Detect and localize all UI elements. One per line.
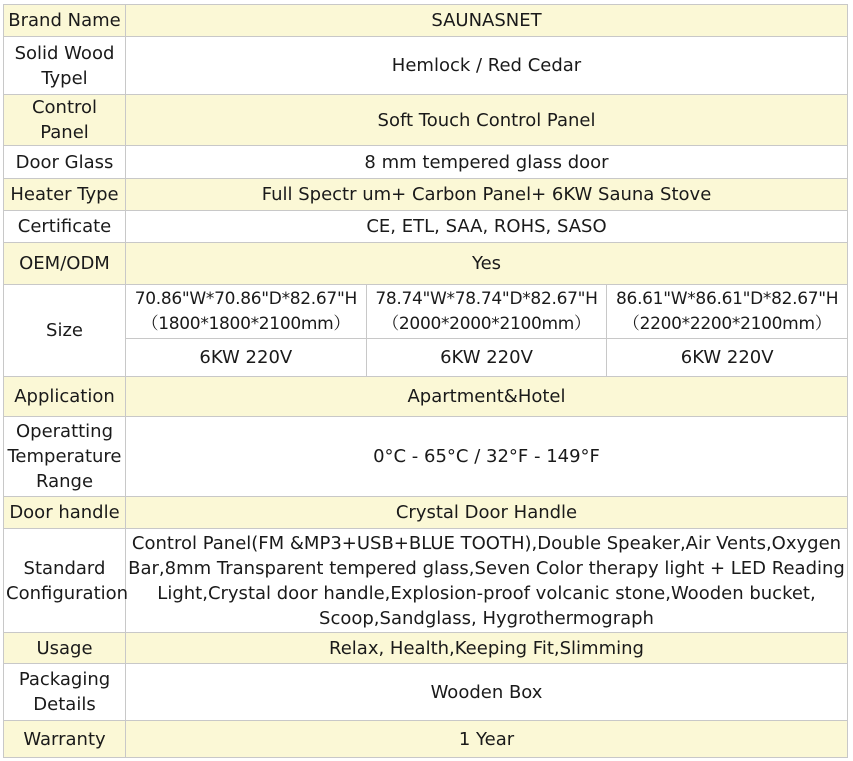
- table-row: [4, 721, 848, 758]
- size-imperial: 70.86"W*70.86"D*82.67"H: [134, 288, 357, 309]
- size-metric: （2200*2200*2100mm）: [622, 313, 832, 334]
- table-row: [4, 95, 848, 146]
- row-value: 8 mm tempered glass door: [126, 146, 848, 179]
- size-option-3: [607, 285, 848, 339]
- row-value: Apartment&Hotel: [126, 377, 848, 417]
- row-label: Operatting Temperature Range: [4, 417, 126, 497]
- row-value: Yes: [126, 243, 848, 285]
- size-power: 6KW 220V: [126, 339, 367, 377]
- row-value: 1 Year: [126, 721, 848, 758]
- table-row: [4, 5, 848, 37]
- row-label: Heater Type: [4, 179, 126, 211]
- table-row: [4, 664, 848, 721]
- table-row: [4, 377, 848, 417]
- row-label: Size: [4, 285, 126, 377]
- table-row: [4, 285, 848, 339]
- table-row: [4, 339, 848, 377]
- table-row: [4, 417, 848, 497]
- row-label: Standard Configuration: [4, 529, 126, 633]
- row-value: Control Panel(FM &MP3+USB+BLUE TOOTH),Double Speaker,Air Vents,Oxygen Bar,8mm Transparent tempered glass,Seven Color therapy light + LED Reading Light,Crystal door handle,Explosion-proof volcanic stone,Wooden bucket, Scoop,Sandglass, Hygrothermograph: [126, 529, 848, 633]
- row-value: Relax, Health,Keeping Fit,Slimming: [126, 633, 848, 664]
- size-metric: （2000*2000*2100mm）: [382, 313, 591, 334]
- size-option-2: [366, 285, 607, 339]
- row-label: Certificate: [4, 211, 126, 243]
- row-value: Full Spectr um+ Carbon Panel+ 6KW Sauna Stove: [126, 179, 848, 211]
- table-row: [4, 179, 848, 211]
- row-value: Wooden Box: [126, 664, 848, 721]
- spec-table: [3, 4, 848, 758]
- table-row: [4, 529, 848, 633]
- row-value: Crystal Door Handle: [126, 497, 848, 529]
- table-row: [4, 37, 848, 95]
- row-label: Door handle: [4, 497, 126, 529]
- table-row: [4, 243, 848, 285]
- size-imperial: 86.61"W*86.61"D*82.67"H: [616, 288, 839, 309]
- row-value: CE, ETL, SAA, ROHS, SASO: [126, 211, 848, 243]
- row-label: OEM/ODM: [4, 243, 126, 285]
- size-power: 6KW 220V: [366, 339, 607, 377]
- row-label: Usage: [4, 633, 126, 664]
- table-row: [4, 633, 848, 664]
- table-row: [4, 211, 848, 243]
- row-label: Door Glass: [4, 146, 126, 179]
- row-label: Packaging Details: [4, 664, 126, 721]
- row-label: Solid Wood Typel: [4, 37, 126, 95]
- table-row: [4, 497, 848, 529]
- size-metric: （1800*1800*2100mm）: [141, 313, 351, 334]
- row-label: Brand Name: [4, 5, 126, 37]
- row-value: Soft Touch Control Panel: [126, 95, 848, 146]
- size-power: 6KW 220V: [607, 339, 848, 377]
- row-value: Hemlock / Red Cedar: [126, 37, 848, 95]
- row-label: Warranty: [4, 721, 126, 758]
- row-label: Application: [4, 377, 126, 417]
- size-option-1: [126, 285, 367, 339]
- row-label: Control Panel: [4, 95, 126, 146]
- size-imperial: 78.74"W*78.74"D*82.67"H: [375, 288, 598, 309]
- row-value: 0°C - 65°C / 32°F - 149°F: [126, 417, 848, 497]
- row-value: SAUNASNET: [126, 5, 848, 37]
- table-row: [4, 146, 848, 179]
